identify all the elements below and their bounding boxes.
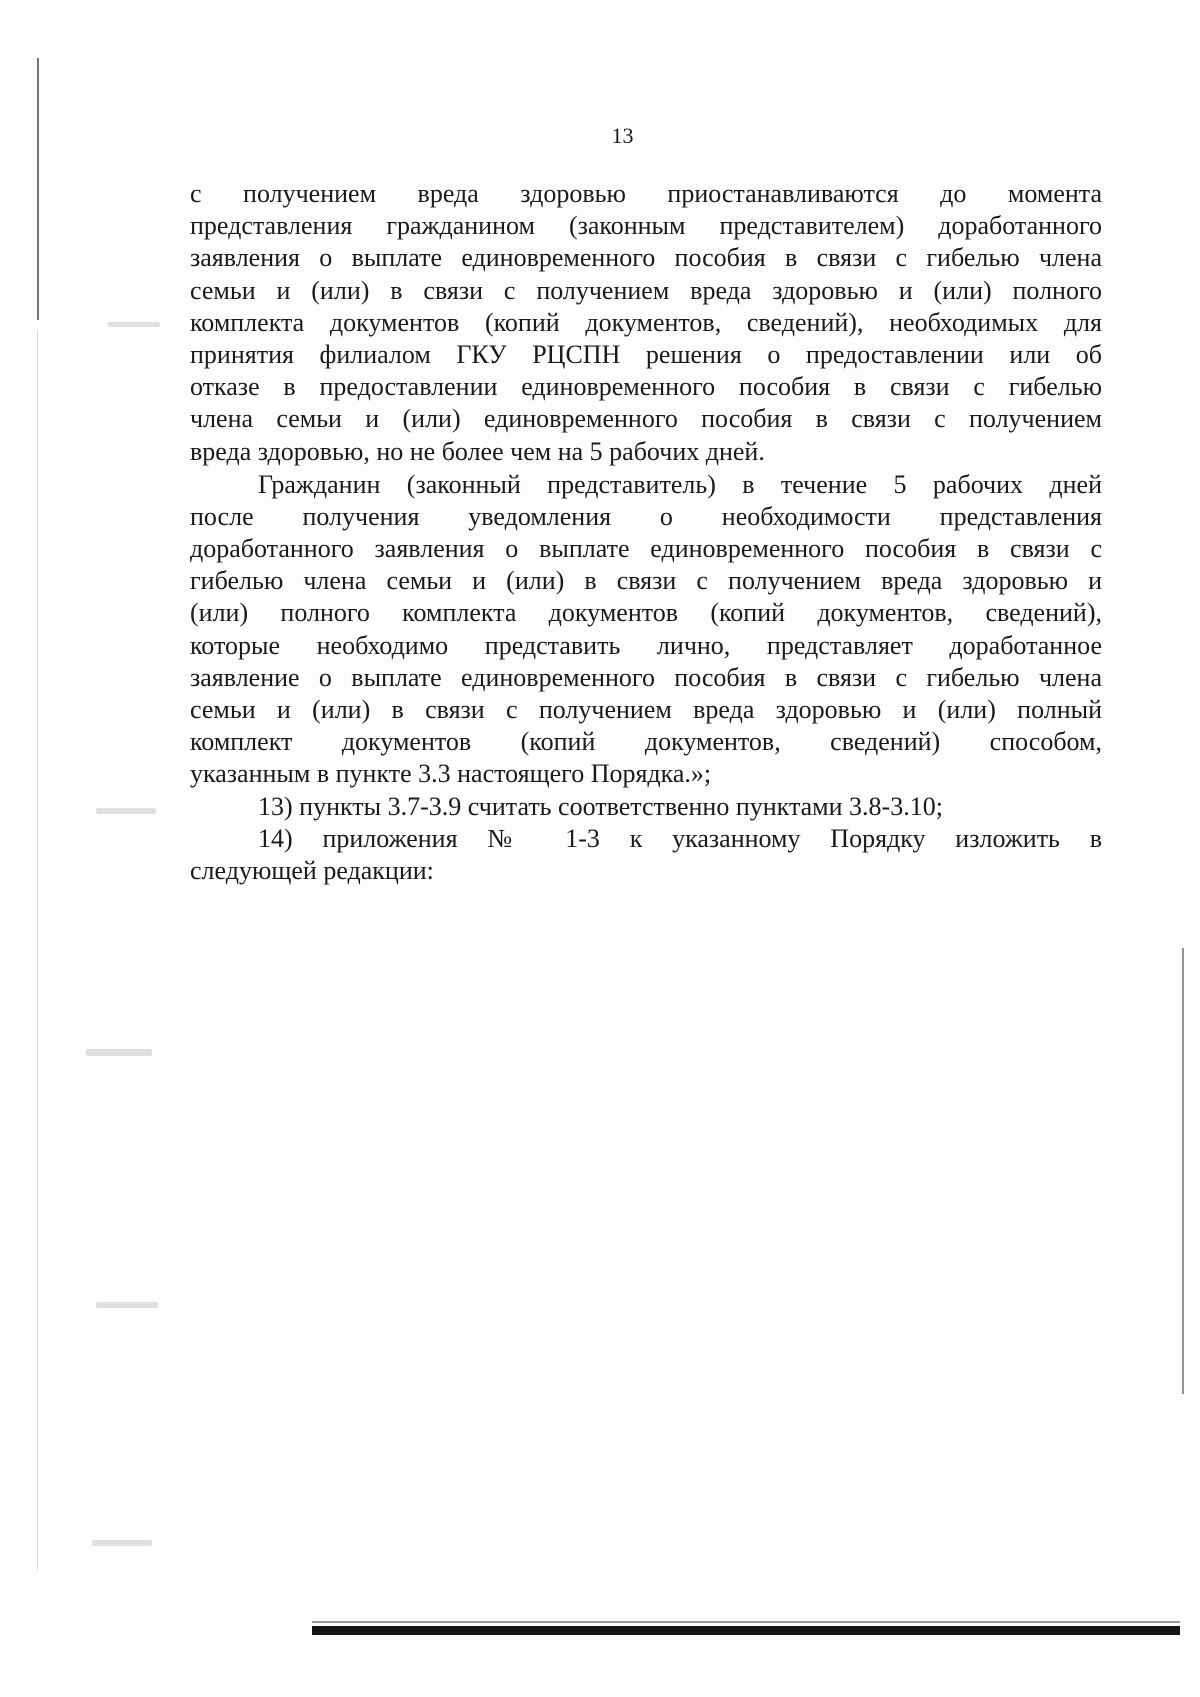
- text-line: члена семьи и (или) единовременного пособия в связи с получением: [190, 404, 1102, 434]
- text-line: заявления о выплате единовременного пособия в связи с гибелью члена: [190, 243, 1102, 273]
- paragraph-item-13: [190, 791, 1102, 823]
- scan-edge-left: [37, 58, 39, 320]
- text-line: отказе в предоставлении единовременного пособия в связи с гибелью: [190, 372, 1102, 402]
- text-line: комплект документов (копий документов, сведений) способом,: [190, 727, 1102, 757]
- text-line: 14) приложения № 1-3 к указанному Порядку изложить в: [258, 823, 1102, 853]
- text-line: которые необходимо представить лично, представляет доработанное: [190, 630, 1102, 660]
- paragraph-item-14: [190, 823, 1102, 887]
- scan-edge-left-lower: [37, 330, 38, 1570]
- text-line: доработанного заявления о выплате единовременного пособия в связи с: [190, 534, 1102, 564]
- document-body: [190, 178, 1102, 887]
- scan-bottom-edge: [312, 1621, 1180, 1623]
- page-number: 13: [611, 123, 634, 148]
- scan-bottom-bar: [312, 1626, 1180, 1635]
- text-line: Гражданин (законный представитель) в течение 5 рабочих дней: [258, 469, 1102, 499]
- text-line: указанным в пункте 3.3 настоящего Порядка.»;: [190, 759, 712, 789]
- scan-smudge: [108, 322, 160, 327]
- scan-smudge: [96, 1302, 158, 1308]
- text-line: представления гражданином (законным представителем) доработанного: [190, 211, 1102, 241]
- paragraph-continuation: [190, 178, 1102, 468]
- scan-smudge: [92, 1540, 152, 1546]
- paragraph-citizen-submission: [190, 469, 1102, 791]
- text-line: принятия филиалом ГКУ РЦСПН решения о предоставлении или об: [190, 339, 1102, 369]
- text-line: с получением вреда здоровью приостанавливаются до момента: [190, 179, 1102, 208]
- text-line: заявление о выплате единовременного пособия в связи с гибелью члена: [190, 662, 1102, 692]
- text-line: семьи и (или) в связи с получением вреда здоровью и (или) полный: [190, 695, 1102, 724]
- text-line: следующей редакции:: [190, 855, 434, 885]
- scan-smudge: [86, 1049, 152, 1056]
- text-line: вреда здоровью, но не более чем на 5 рабочих дней.: [190, 436, 765, 466]
- scan-smudge: [96, 808, 156, 814]
- text-line: семьи и (или) в связи с получением вреда здоровью и (или) полного: [190, 275, 1102, 305]
- text-line: комплекта документов (копий документов, сведений), необходимых для: [190, 307, 1102, 337]
- text-line: 13) пункты 3.7-3.9 считать соответственно пунктами 3.8-3.10;: [258, 791, 943, 821]
- text-line: после получения уведомления о необходимости представления: [190, 501, 1102, 531]
- text-line: гибелью члена семьи и (или) в связи с получением вреда здоровью и: [190, 566, 1102, 596]
- text-line: (или) полного комплекта документов (копий документов, сведений),: [190, 598, 1102, 628]
- scan-edge-right: [1182, 948, 1184, 1394]
